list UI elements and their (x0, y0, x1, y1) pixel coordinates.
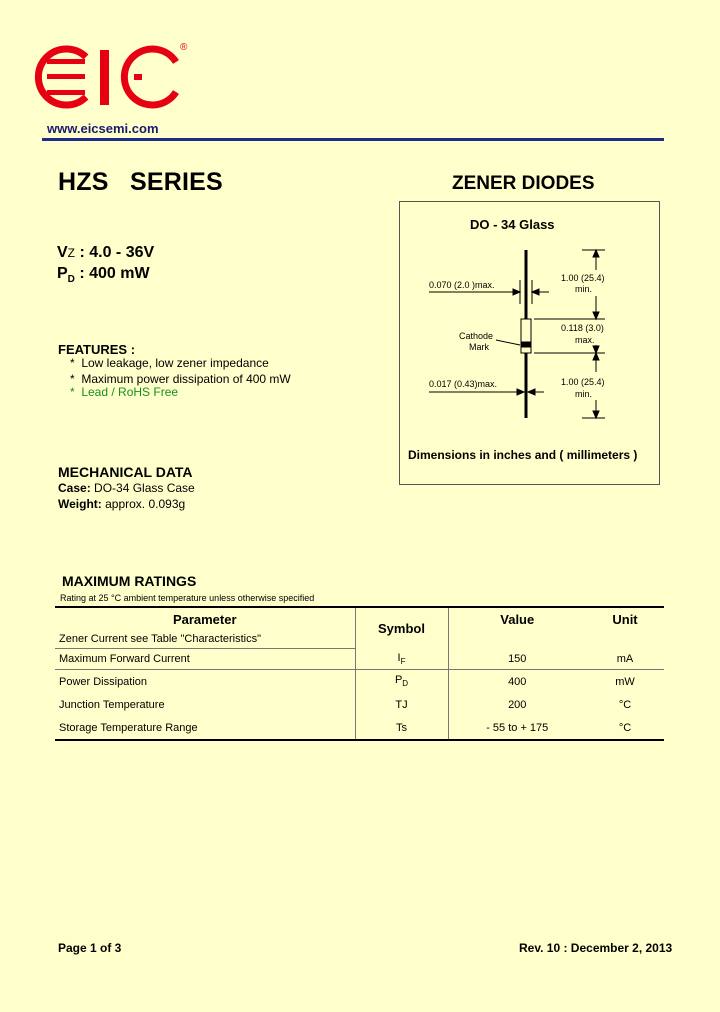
row-symbol: TJ (355, 693, 448, 716)
revision-date: Rev. 10 : December 2, 2013 (519, 941, 673, 955)
row-symbol: $I_F$ (355, 649, 448, 670)
row-unit: °C (618, 721, 632, 734)
table-header-row (55, 607, 664, 630)
table-row (55, 693, 664, 716)
table-row (55, 649, 664, 670)
row-value: - 55 to + 175 (486, 721, 549, 734)
max-ratings-note: Rating at 25 °C ambient temperature unless otherwise specified (60, 593, 315, 603)
feature-item: * Maximum power dissipation of 400 mW (70, 372, 291, 386)
spec-pd: $P_D$ : 400 mW (57, 265, 150, 286)
header-unit: Unit (612, 612, 638, 627)
table-row (55, 670, 664, 694)
row-unit: mW (615, 675, 635, 688)
label-lead-length-bottom-min: min. (575, 389, 593, 399)
label-cathode-2: Mark (469, 342, 489, 352)
page-number: Page 1 of 3 (58, 941, 122, 955)
label-lead-length-top-min: min. (575, 284, 593, 294)
dimension-caption: Dimensions in inches and ( millimeters ) (408, 448, 638, 462)
eic-logo (34, 40, 194, 114)
label-body-length-max: max. (575, 335, 595, 345)
label-wire-diameter: 0.017 (0.43)max. (429, 379, 498, 389)
header-parameter: Parameter (55, 607, 355, 630)
header-divider (42, 138, 664, 141)
mechanical-case: Case: DO-34 Glass Case (58, 481, 195, 495)
max-ratings-title: MAXIMUM RATINGS (62, 573, 197, 589)
mechanical-data-title: MECHANICAL DATA (58, 464, 193, 480)
registered-mark: ® (180, 42, 188, 53)
spec-vz: VZ : 4.0 - 36V (57, 244, 155, 261)
logo-letter-c (124, 49, 176, 105)
mechanical-weight: Weight: approx. 0.093g (58, 497, 186, 511)
feature-item-rohs: * Lead / RoHS Free (70, 385, 179, 399)
row-parameter: Storage Temperature Range (55, 716, 355, 740)
row-value: 200 (508, 698, 527, 711)
website-url[interactable]: www.eicsemi.com (47, 121, 159, 136)
max-ratings-table (55, 606, 664, 741)
label-body-length: 0.118 (3.0) (561, 323, 604, 333)
row-parameter: Power Dissipation (55, 670, 355, 694)
label-lead-length-top: 1.00 (25.4) (561, 273, 605, 283)
row-value: 400 (508, 675, 527, 688)
row-unit: °C (618, 698, 632, 711)
package-title: DO - 34 Glass (470, 217, 555, 232)
label-lead-diameter: 0.070 (2.0 )max. (429, 280, 495, 290)
row-unit: mA (586, 649, 664, 670)
label-cathode-1: Cathode (459, 331, 494, 341)
row-parameter: Junction Temperature (55, 693, 355, 716)
row-symbol: Ts (355, 716, 448, 740)
zener-current-note: Zener Current see Table "Characteristics" (55, 630, 355, 649)
product-type-title: ZENER DIODES (452, 173, 595, 194)
logo-c-bars (134, 74, 142, 80)
row-value: 150 (448, 649, 586, 670)
package-drawing (399, 232, 660, 432)
label-lead-length-bottom: 1.00 (25.4) (561, 377, 605, 387)
table-row (55, 716, 664, 740)
row-symbol: $P_D$ (355, 670, 448, 694)
logo-letter-i (100, 50, 109, 105)
header-symbol: Symbol (355, 607, 448, 649)
header-value: Value (500, 612, 535, 627)
features-title: FEATURES : (58, 342, 136, 357)
row-parameter: Maximum Forward Current (55, 649, 355, 670)
cathode-band (521, 342, 531, 347)
diode-body (521, 319, 531, 353)
logo-e-bars (47, 59, 85, 95)
series-title: HZS SERIES (58, 168, 223, 196)
feature-item: * Low leakage, low zener impedance (70, 356, 269, 370)
